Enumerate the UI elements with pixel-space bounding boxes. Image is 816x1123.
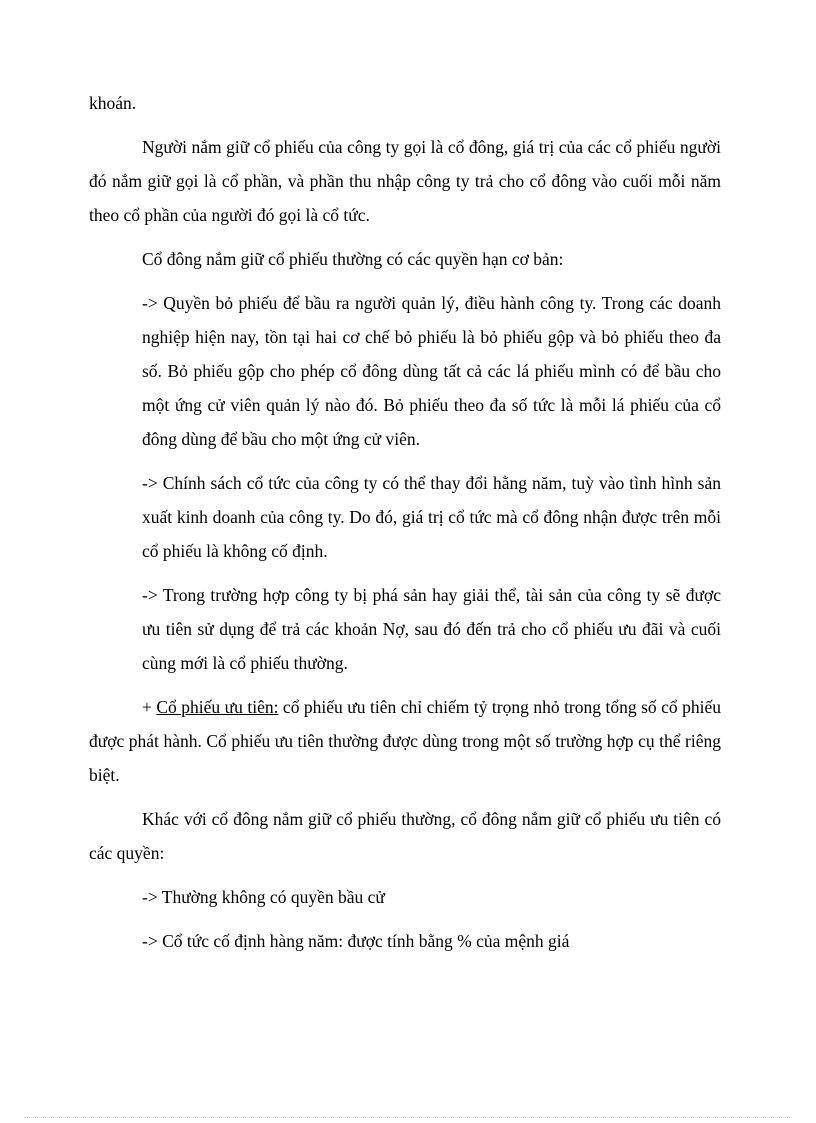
list-item-no-voting-rights: -> Thường không có quyền bầu cử	[142, 887, 385, 907]
preferred-stock-text: cổ phiếu ưu tiên chỉ chiếm tỷ trọng nhỏ trong tổng số cổ phiếu được phát hành. Cổ phiếu ưu tiên thường được dùng trong một số trường hợp cụ thể riêng biệt.	[89, 697, 722, 785]
preferred-stock-prefix: +	[142, 697, 157, 717]
paragraph-preferred-stock	[89, 690, 721, 792]
paragraph-preferred-rights-intro: Khác với cổ đông nắm giữ cổ phiếu thường, cổ đông nắm giữ cổ phiếu ưu tiên có các quyền:	[89, 809, 721, 863]
paragraph-shareholder-definition: Người nắm giữ cổ phiếu của công ty gọi là cổ đông, giá trị của các cổ phiếu người đó nắm giữ gọi là cổ phần, và phần thu nhập công ty trả cho cổ đông vào cuối mỗi năm theo cổ phần của người đó gọi là cổ tức.	[89, 137, 721, 225]
list-item-liquidation-priority: -> Trong trường hợp công ty bị phá sản hay giải thể, tài sản của công ty sẽ được ưu tiên sử dụng để trả các khoản Nợ, sau đó đến trả cho cổ phiếu ưu đãi và cuối cùng mới là cổ phiếu thường.	[142, 585, 721, 673]
list-item-dividend-policy: -> Chính sách cổ tức của công ty có thể thay đổi hằng năm, tuỳ vào tình hình sản xuất kinh doanh của công ty. Do đó, giá trị cổ tức mà cổ đông nhận được trên mỗi cổ phiếu là không cố định.	[142, 473, 721, 561]
list-item-fixed-dividend: -> Cổ tức cố định hàng năm: được tính bằng % của mệnh giá	[142, 931, 570, 951]
list-item-voting-rights: -> Quyền bỏ phiếu để bầu ra người quản lý, điều hành công ty. Trong các doanh nghiệp hiện nay, tồn tại hai cơ chế bỏ phiếu là bỏ phiếu gộp và bỏ phiếu theo đa số. Bỏ phiếu gộp cho phép cổ đông dùng tất cả các lá phiếu mình có để bầu cho một ứng cử viên quản lý nào đó. Bỏ phiếu theo đa số tức là mỗi lá phiếu của cổ đông dùng để bầu cho một ứng cử viên.	[142, 293, 721, 449]
document-body	[89, 86, 721, 968]
preferred-stock-heading: Cổ phiếu ưu tiên:	[156, 697, 279, 717]
paragraph-common-stock-rights-intro: Cổ đông nắm giữ cổ phiếu thường có các quyền hạn cơ bản:	[142, 249, 564, 269]
paragraph-continuation: khoán.	[89, 93, 137, 113]
page-bottom-divider	[24, 1117, 792, 1118]
